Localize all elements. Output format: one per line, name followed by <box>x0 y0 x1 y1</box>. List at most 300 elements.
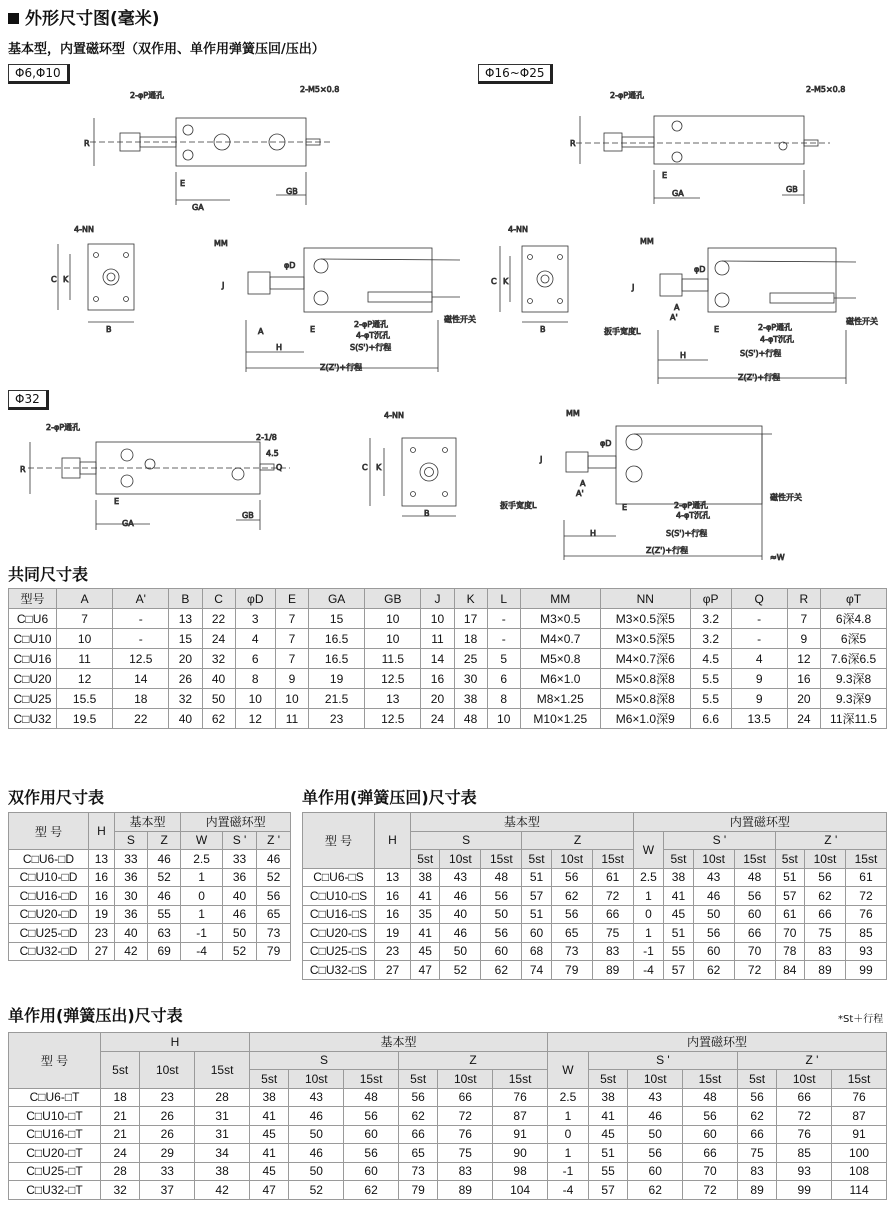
value-cell: 45 <box>664 905 693 924</box>
stroke-header: 10st <box>440 850 481 869</box>
value-cell: 4.5 <box>690 649 731 669</box>
value-cell: 62 <box>693 961 734 980</box>
table-row <box>303 868 887 887</box>
value-cell: 56 <box>551 905 592 924</box>
value-cell: 72 <box>777 1107 832 1126</box>
label-t-hole: 4-φT沉孔 <box>356 331 391 340</box>
value-cell: 26 <box>140 1107 195 1126</box>
value-cell: 66 <box>737 1125 776 1144</box>
value-cell: 66 <box>399 1125 438 1144</box>
value-cell: 21 <box>101 1125 140 1144</box>
value-cell: 7.6深6.5 <box>821 649 887 669</box>
model-cell: C□U25 <box>9 689 57 709</box>
value-cell: 7 <box>275 649 308 669</box>
value-cell: 33 <box>140 1162 195 1181</box>
col-k: K <box>454 589 487 609</box>
stroke-header: 5st <box>664 850 693 869</box>
stroke-header: 15st <box>832 1070 887 1089</box>
col-s: S <box>114 831 147 850</box>
model-cell: C□U10-□T <box>9 1107 101 1126</box>
model-cell: C□U10 <box>9 629 57 649</box>
value-cell: 56 <box>551 868 592 887</box>
label-m5: 2-M5×0.8 <box>300 85 340 94</box>
value-cell: 5.5 <box>690 669 731 689</box>
value-cell: 76 <box>845 905 886 924</box>
value-cell: M5×0.8深8 <box>600 689 690 709</box>
value-cell: 60 <box>683 1125 738 1144</box>
value-cell: 56 <box>737 1088 776 1107</box>
table-row <box>303 887 887 906</box>
value-cell: 66 <box>592 905 633 924</box>
value-cell: 10 <box>275 689 308 709</box>
value-cell: -1 <box>633 942 664 961</box>
value-cell: - <box>731 629 787 649</box>
value-cell: 13 <box>89 850 115 869</box>
col-z-prime: Z ' <box>737 1051 886 1070</box>
value-cell: - <box>487 609 520 629</box>
value-cell: 23 <box>309 709 365 729</box>
value-cell: 19 <box>309 669 365 689</box>
model-cell: C□U16-□S <box>303 905 375 924</box>
value-cell: 84 <box>775 961 804 980</box>
value-cell: 104 <box>493 1181 548 1200</box>
value-cell: 1 <box>633 887 664 906</box>
value-cell: 75 <box>438 1144 493 1163</box>
table-header-row <box>9 589 887 609</box>
common-table-body <box>9 609 887 729</box>
value-cell: 32 <box>202 649 235 669</box>
value-cell: 89 <box>804 961 845 980</box>
value-cell: 3 <box>235 609 275 629</box>
value-cell: 24 <box>787 709 820 729</box>
value-cell: 83 <box>804 942 845 961</box>
model-cell: C□U16 <box>9 649 57 669</box>
col-z-prime: Z ' <box>257 831 291 850</box>
value-cell: 47 <box>250 1181 289 1200</box>
value-cell: 31 <box>195 1107 250 1126</box>
col-z-prime: Z ' <box>775 831 886 850</box>
value-cell: 9 <box>731 669 787 689</box>
value-cell: 60 <box>628 1162 683 1181</box>
value-cell: 89 <box>592 961 633 980</box>
tag-mid-bore: Φ16~Φ25 <box>478 64 553 84</box>
value-cell: 8 <box>487 689 520 709</box>
stroke-header: 10st <box>804 850 845 869</box>
value-cell: 15 <box>309 609 365 629</box>
value-cell: 42 <box>195 1181 250 1200</box>
value-cell: 46 <box>148 850 181 869</box>
value-cell: 6 <box>235 649 275 669</box>
label-e-large-mag: E <box>622 503 628 512</box>
value-cell: 10 <box>57 629 113 649</box>
value-cell: 10 <box>235 689 275 709</box>
value-cell: 50 <box>289 1125 344 1144</box>
col-magnet: 内置磁环型 <box>633 813 886 832</box>
value-cell: 69 <box>148 942 181 961</box>
drawing-large-magnet <box>564 426 772 560</box>
value-cell: 24 <box>101 1144 140 1163</box>
model-cell: C□U10-□D <box>9 868 89 887</box>
value-cell: 23 <box>140 1088 195 1107</box>
col-model: 型号 <box>9 589 57 609</box>
value-cell: 12.5 <box>365 709 421 729</box>
value-cell: 41 <box>411 887 440 906</box>
table-row <box>9 868 291 887</box>
value-cell: 14 <box>113 669 169 689</box>
value-cell: 70 <box>775 924 804 943</box>
stroke-header: 10st <box>777 1070 832 1089</box>
model-cell: C□U20-□T <box>9 1144 101 1163</box>
table-row <box>303 905 887 924</box>
value-cell: 51 <box>664 924 693 943</box>
label-z-stroke-large: Z(Z')+行程 <box>646 546 689 555</box>
value-cell: -4 <box>181 942 223 961</box>
label-j: J <box>222 281 225 290</box>
stroke-header: 10st <box>140 1051 195 1088</box>
value-cell: 52 <box>440 961 481 980</box>
label-k-large: K <box>376 463 382 472</box>
col-h: H <box>101 1033 250 1052</box>
label-p-hole-mid-mag: 2-φP通孔 <box>758 323 793 332</box>
technical-drawings <box>0 0 888 580</box>
value-cell: 12 <box>235 709 275 729</box>
label-e-large: E <box>114 497 120 506</box>
label-z-stroke-mid: Z(Z')+行程 <box>738 373 781 382</box>
stroke-header: 15st <box>493 1070 548 1089</box>
value-cell: 6深5 <box>821 629 887 649</box>
value-cell: 93 <box>777 1162 832 1181</box>
value-cell: 50 <box>289 1162 344 1181</box>
value-cell: 4 <box>235 629 275 649</box>
value-cell: 9 <box>787 629 820 649</box>
label-e: E <box>180 179 186 188</box>
value-cell: M10×1.25 <box>520 709 600 729</box>
value-cell: 56 <box>804 868 845 887</box>
value-cell: 24 <box>202 629 235 649</box>
value-cell: 51 <box>522 868 551 887</box>
value-cell: 73 <box>399 1162 438 1181</box>
value-cell: 56 <box>257 887 291 906</box>
value-cell: 10 <box>365 629 421 649</box>
value-cell: 72 <box>592 887 633 906</box>
value-cell: 12.5 <box>113 649 169 669</box>
value-cell: 12 <box>57 669 113 689</box>
col-gb: GB <box>365 589 421 609</box>
label-t-hole-large: 4-φT沉孔 <box>676 511 711 520</box>
value-cell: 16.5 <box>309 629 365 649</box>
label-e-mid-mag: E <box>714 325 720 334</box>
stroke-header: 15st <box>845 850 886 869</box>
value-cell: 10 <box>487 709 520 729</box>
value-cell: 20 <box>169 649 202 669</box>
label-m18: 2-1/8 <box>256 433 277 442</box>
value-cell: 28 <box>101 1162 140 1181</box>
stroke-header: 10st <box>693 850 734 869</box>
value-cell: 55 <box>588 1162 627 1181</box>
model-cell: C□U16-□D <box>9 887 89 906</box>
value-cell: 50 <box>202 689 235 709</box>
value-cell: 3.2 <box>690 629 731 649</box>
value-cell: 18 <box>454 629 487 649</box>
value-cell: 75 <box>592 924 633 943</box>
label-s-stroke-mid: S(S')+行程 <box>740 349 782 358</box>
table-header-row <box>303 813 887 832</box>
value-cell: 62 <box>628 1181 683 1200</box>
value-cell: 0 <box>633 905 664 924</box>
value-cell: 57 <box>775 887 804 906</box>
stroke-note: *St＋行程 <box>838 1014 884 1025</box>
value-cell: 65 <box>551 924 592 943</box>
value-cell: 61 <box>845 868 886 887</box>
label-s-stroke-large: S(S')+行程 <box>666 529 708 538</box>
value-cell: 11 <box>275 709 308 729</box>
stroke-header: 15st <box>592 850 633 869</box>
label-nn: 4-NN <box>74 225 94 234</box>
model-cell: C□U6-□T <box>9 1088 101 1107</box>
value-cell: 7 <box>57 609 113 629</box>
value-cell: 46 <box>693 887 734 906</box>
value-cell: 79 <box>257 942 291 961</box>
value-cell: 48 <box>481 868 522 887</box>
value-cell: 16 <box>375 887 411 906</box>
col-e: E <box>275 589 308 609</box>
value-cell: 45 <box>411 942 440 961</box>
value-cell: 38 <box>588 1088 627 1107</box>
col-w: W <box>548 1051 589 1088</box>
value-cell: 60 <box>344 1125 399 1144</box>
label-d: φD <box>284 261 296 270</box>
value-cell: 41 <box>250 1144 289 1163</box>
label-mm-large: MM <box>566 409 580 418</box>
stroke-header: 5st <box>250 1070 289 1089</box>
table-row <box>9 609 887 629</box>
value-cell: 45 <box>250 1125 289 1144</box>
value-cell: 17 <box>454 609 487 629</box>
value-cell: 21.5 <box>309 689 365 709</box>
value-cell: 20 <box>421 689 454 709</box>
value-cell: 66 <box>804 905 845 924</box>
stroke-header: 15st <box>481 850 522 869</box>
value-cell: 56 <box>399 1088 438 1107</box>
value-cell: 65 <box>399 1144 438 1163</box>
col-magnet: 内置磁环型 <box>548 1033 887 1052</box>
value-cell: 12.5 <box>365 669 421 689</box>
value-cell: 10 <box>421 609 454 629</box>
value-cell: 46 <box>222 905 256 924</box>
table-row <box>9 1162 887 1181</box>
single-s-table-title: 单作用(弹簧压回)尺寸表 <box>302 788 477 807</box>
value-cell: M3×0.5 <box>520 609 600 629</box>
value-cell: 47 <box>411 961 440 980</box>
value-cell: 91 <box>832 1125 887 1144</box>
model-cell: C□U25-□D <box>9 924 89 943</box>
value-cell: 22 <box>202 609 235 629</box>
value-cell: 60 <box>522 924 551 943</box>
label-w: ≈W <box>770 553 785 562</box>
label-d-mid: φD <box>694 265 706 274</box>
stroke-header: 15st <box>683 1070 738 1089</box>
value-cell: 46 <box>148 887 181 906</box>
value-cell: 31 <box>195 1125 250 1144</box>
table-row <box>9 649 887 669</box>
label-switch-mid: 磁性开关 <box>846 317 878 326</box>
value-cell: -4 <box>548 1181 589 1200</box>
col-z: Z <box>148 831 181 850</box>
stroke-header: 15st <box>734 850 775 869</box>
model-cell: C□U6-□D <box>9 850 89 869</box>
value-cell: 1 <box>181 868 223 887</box>
value-cell: 7 <box>275 629 308 649</box>
label-c-large: C <box>362 463 368 472</box>
value-cell: 0 <box>181 887 223 906</box>
value-cell: 87 <box>493 1107 548 1126</box>
value-cell: 72 <box>438 1107 493 1126</box>
value-cell: 66 <box>438 1088 493 1107</box>
page-title-text: 外形尺寸图(毫米) <box>25 9 160 29</box>
label-switch: 磁性开关 <box>444 315 476 324</box>
value-cell: 37 <box>140 1181 195 1200</box>
value-cell: 19 <box>89 905 115 924</box>
value-cell: 57 <box>588 1181 627 1200</box>
value-cell: 52 <box>257 868 291 887</box>
value-cell: 38 <box>454 689 487 709</box>
label-e-mid: E <box>662 171 668 180</box>
value-cell: 76 <box>438 1125 493 1144</box>
label-gb-large: GB <box>242 511 254 520</box>
value-cell: 63 <box>148 924 181 943</box>
value-cell: 43 <box>628 1088 683 1107</box>
value-cell: 50 <box>628 1125 683 1144</box>
value-cell: 24 <box>421 709 454 729</box>
value-cell: 16 <box>89 868 115 887</box>
value-cell: 76 <box>493 1088 548 1107</box>
value-cell: 60 <box>481 942 522 961</box>
value-cell: 62 <box>551 887 592 906</box>
value-cell: 6 <box>487 669 520 689</box>
value-cell: M5×0.8 <box>520 649 600 669</box>
double-acting-table <box>8 812 291 961</box>
col-t: φT <box>821 589 887 609</box>
table-row <box>9 1144 887 1163</box>
value-cell: 13 <box>375 868 411 887</box>
value-cell: 83 <box>592 942 633 961</box>
label-e-mag: E <box>310 325 316 334</box>
value-cell: 76 <box>777 1125 832 1144</box>
value-cell: 48 <box>344 1088 399 1107</box>
value-cell: 16 <box>421 669 454 689</box>
common-dimensions-table <box>8 588 887 729</box>
value-cell: 45 <box>588 1125 627 1144</box>
col-s: S <box>250 1051 399 1070</box>
value-cell: 33 <box>222 850 256 869</box>
value-cell: 70 <box>734 942 775 961</box>
col-model: 型 号 <box>9 813 89 850</box>
value-cell: 48 <box>683 1088 738 1107</box>
col-model: 型 号 <box>9 1033 101 1089</box>
model-cell: C□U20-□D <box>9 905 89 924</box>
value-cell: 9.3深9 <box>821 689 887 709</box>
label-ga-large: GA <box>122 519 134 528</box>
value-cell: 83 <box>438 1162 493 1181</box>
col-b: B <box>169 589 202 609</box>
col-mm: MM <box>520 589 600 609</box>
value-cell: 56 <box>683 1107 738 1126</box>
value-cell: 91 <box>493 1125 548 1144</box>
value-cell: 56 <box>481 887 522 906</box>
drawing-mid-magnet <box>658 248 856 384</box>
value-cell: 43 <box>289 1088 344 1107</box>
label-z-stroke: Z(Z')+行程 <box>320 363 363 372</box>
col-p: φP <box>690 589 731 609</box>
table-header-row <box>9 1033 887 1052</box>
label-a-prime-large: A' <box>576 489 584 498</box>
value-cell: 52 <box>289 1181 344 1200</box>
stroke-header: 10st <box>628 1070 683 1089</box>
value-cell: 62 <box>344 1181 399 1200</box>
label-b: B <box>106 325 112 334</box>
value-cell: 11深11.5 <box>821 709 887 729</box>
value-cell: 20 <box>787 689 820 709</box>
value-cell: 61 <box>775 905 804 924</box>
stroke-header: 5st <box>588 1070 627 1089</box>
value-cell: 100 <box>832 1144 887 1163</box>
label-gb: GB <box>286 187 298 196</box>
col-r: R <box>787 589 820 609</box>
value-cell: 23 <box>375 942 411 961</box>
value-cell: 55 <box>664 942 693 961</box>
value-cell: 93 <box>845 942 886 961</box>
label-nn-mid: 4-NN <box>508 225 528 234</box>
value-cell: 50 <box>440 942 481 961</box>
value-cell: 55 <box>148 905 181 924</box>
label-gb-mid: GB <box>786 185 798 194</box>
value-cell: 22 <box>113 709 169 729</box>
value-cell: 2.5 <box>633 868 664 887</box>
value-cell: 13 <box>365 689 421 709</box>
value-cell: 40 <box>222 887 256 906</box>
drawing-mid-end <box>500 246 568 322</box>
col-model: 型 号 <box>303 813 375 869</box>
value-cell: 87 <box>832 1107 887 1126</box>
value-cell: 62 <box>399 1107 438 1126</box>
tag-small-bore: Φ6,Φ10 <box>8 64 70 84</box>
label-a-prime: A' <box>670 313 678 322</box>
value-cell: 66 <box>777 1088 832 1107</box>
value-cell: 46 <box>289 1144 344 1163</box>
value-cell: 114 <box>832 1181 887 1200</box>
value-cell: M4×0.7深6 <box>600 649 690 669</box>
value-cell: 27 <box>375 961 411 980</box>
label-p-hole-large: 2-φP通孔 <box>46 423 81 432</box>
col-basic: 基本型 <box>114 813 181 832</box>
value-cell: 72 <box>845 887 886 906</box>
col-z: Z <box>522 831 633 850</box>
value-cell: -1 <box>548 1162 589 1181</box>
table-subheader-row <box>9 1051 887 1070</box>
value-cell: 1 <box>548 1144 589 1163</box>
common-table-title: 共同尺寸表 <box>8 565 89 584</box>
col-z: Z <box>399 1051 548 1070</box>
value-cell: 18 <box>113 689 169 709</box>
label-c: C <box>51 275 57 284</box>
value-cell: - <box>113 629 169 649</box>
value-cell: 1 <box>181 905 223 924</box>
label-r-large: R <box>20 465 26 474</box>
value-cell: 11 <box>421 629 454 649</box>
value-cell: 5 <box>487 649 520 669</box>
value-cell: 4 <box>731 649 787 669</box>
label-h-mid: H <box>680 351 687 360</box>
